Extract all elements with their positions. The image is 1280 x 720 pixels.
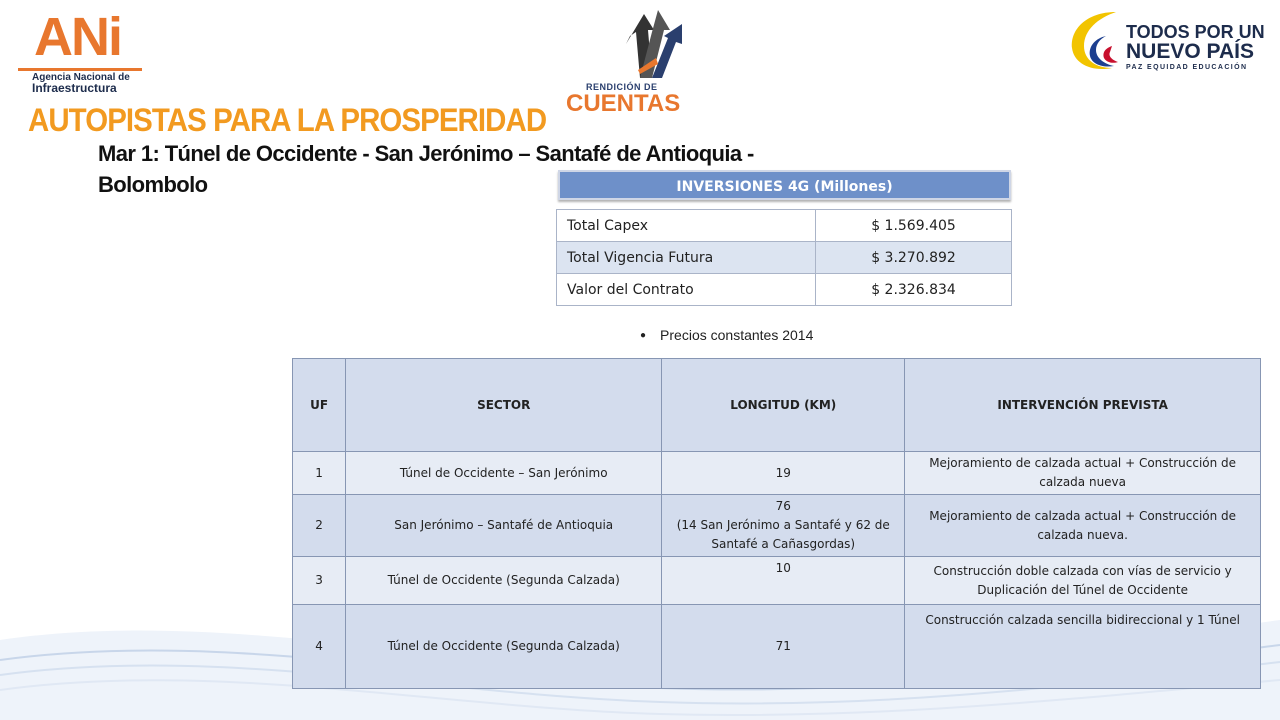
rendicion-line2: CUENTAS (566, 90, 681, 117)
arrows-icon (618, 8, 698, 86)
table-row (293, 605, 1261, 689)
cell-longitud (662, 495, 905, 557)
table-row (293, 557, 1261, 605)
cell-uf: 4 (293, 605, 346, 689)
precios-note (640, 327, 813, 343)
header-uf: UF (293, 359, 346, 452)
header-longitud: LONGITUD (KM) (662, 359, 905, 452)
bullet-icon: ● (640, 330, 647, 341)
cell-sector: San Jerónimo – Santafé de Antioquia (346, 495, 662, 557)
cell-longitud: 19 (662, 452, 905, 495)
cell-uf: 2 (293, 495, 346, 557)
gobierno-swoosh-icon (1066, 6, 1126, 76)
inversiones-label: Total Vigencia Futura (557, 242, 816, 274)
inversiones-table (556, 209, 1012, 306)
rendicion-line1: RENDICIÓN DE (586, 82, 658, 92)
project-subtitle: Mar 1: Túnel de Occidente - San Jerónimo – Santafé de Antioquia - Bolombolo (98, 141, 754, 197)
cell-sector: Túnel de Occidente (Segunda Calzada) (346, 557, 662, 605)
cell-uf: 3 (293, 557, 346, 605)
gobierno-logo (1066, 6, 1266, 76)
inversiones-label: Total Capex (557, 210, 816, 242)
cell-longitud: 10 (662, 557, 905, 605)
inversiones-header: INVERSIONES 4G (Millones) (558, 170, 1011, 200)
ani-logo-bar (18, 68, 142, 71)
cell-longitud-value: 76 (775, 499, 791, 513)
uf-table-header-row (293, 359, 1261, 452)
ani-logo-subtitle (32, 72, 130, 94)
inversiones-row (557, 242, 1012, 274)
inversiones-value: $ 2.326.834 (816, 274, 1012, 306)
inversiones-value: $ 3.270.892 (816, 242, 1012, 274)
inversiones-row (557, 210, 1012, 242)
gobierno-line3: PAZ EQUIDAD EDUCACIÓN (1126, 64, 1248, 71)
cell-intervencion: Mejoramiento de calzada actual + Construcción de calzada nueva (905, 452, 1261, 495)
page-title: AUTOPISTAS PARA LA PROSPERIDAD (28, 102, 547, 138)
gobierno-line1: TODOS POR UN (1126, 22, 1265, 42)
precios-note-text: Precios constantes 2014 (660, 327, 814, 343)
gobierno-line2: NUEVO PAÍS (1126, 40, 1254, 63)
cell-longitud: 71 (662, 605, 905, 689)
ani-logo-letters: ANi (34, 7, 121, 67)
cell-intervencion: Construcción calzada sencilla bidireccional y 1 Túnel (905, 605, 1261, 689)
cell-intervencion: Construcción doble calzada con vías de servicio y Duplicación del Túnel de Occidente (905, 557, 1261, 605)
cell-uf: 1 (293, 452, 346, 495)
header-sector: SECTOR (346, 359, 662, 452)
ani-logo (18, 7, 148, 95)
inversiones-value: $ 1.569.405 (816, 210, 1012, 242)
table-row (293, 495, 1261, 557)
inversiones-row (557, 274, 1012, 306)
header-intervencion: INTERVENCIÓN PREVISTA (905, 359, 1261, 452)
ani-logo-line1: Agencia Nacional de (32, 72, 130, 83)
uf-table (292, 358, 1261, 689)
table-row (293, 452, 1261, 495)
cell-sector: Túnel de Occidente (Segunda Calzada) (346, 605, 662, 689)
ani-logo-line2: Infraestructura (32, 81, 117, 95)
cell-longitud-detail: (14 San Jerónimo a Santafé y 62 de Santafé a Cañasgordas) (676, 518, 890, 551)
cell-sector: Túnel de Occidente – San Jerónimo (346, 452, 662, 495)
cell-intervencion: Mejoramiento de calzada actual + Construcción de calzada nueva. (905, 495, 1261, 557)
rendicion-cuentas-logo (560, 6, 700, 116)
inversiones-label: Valor del Contrato (557, 274, 816, 306)
